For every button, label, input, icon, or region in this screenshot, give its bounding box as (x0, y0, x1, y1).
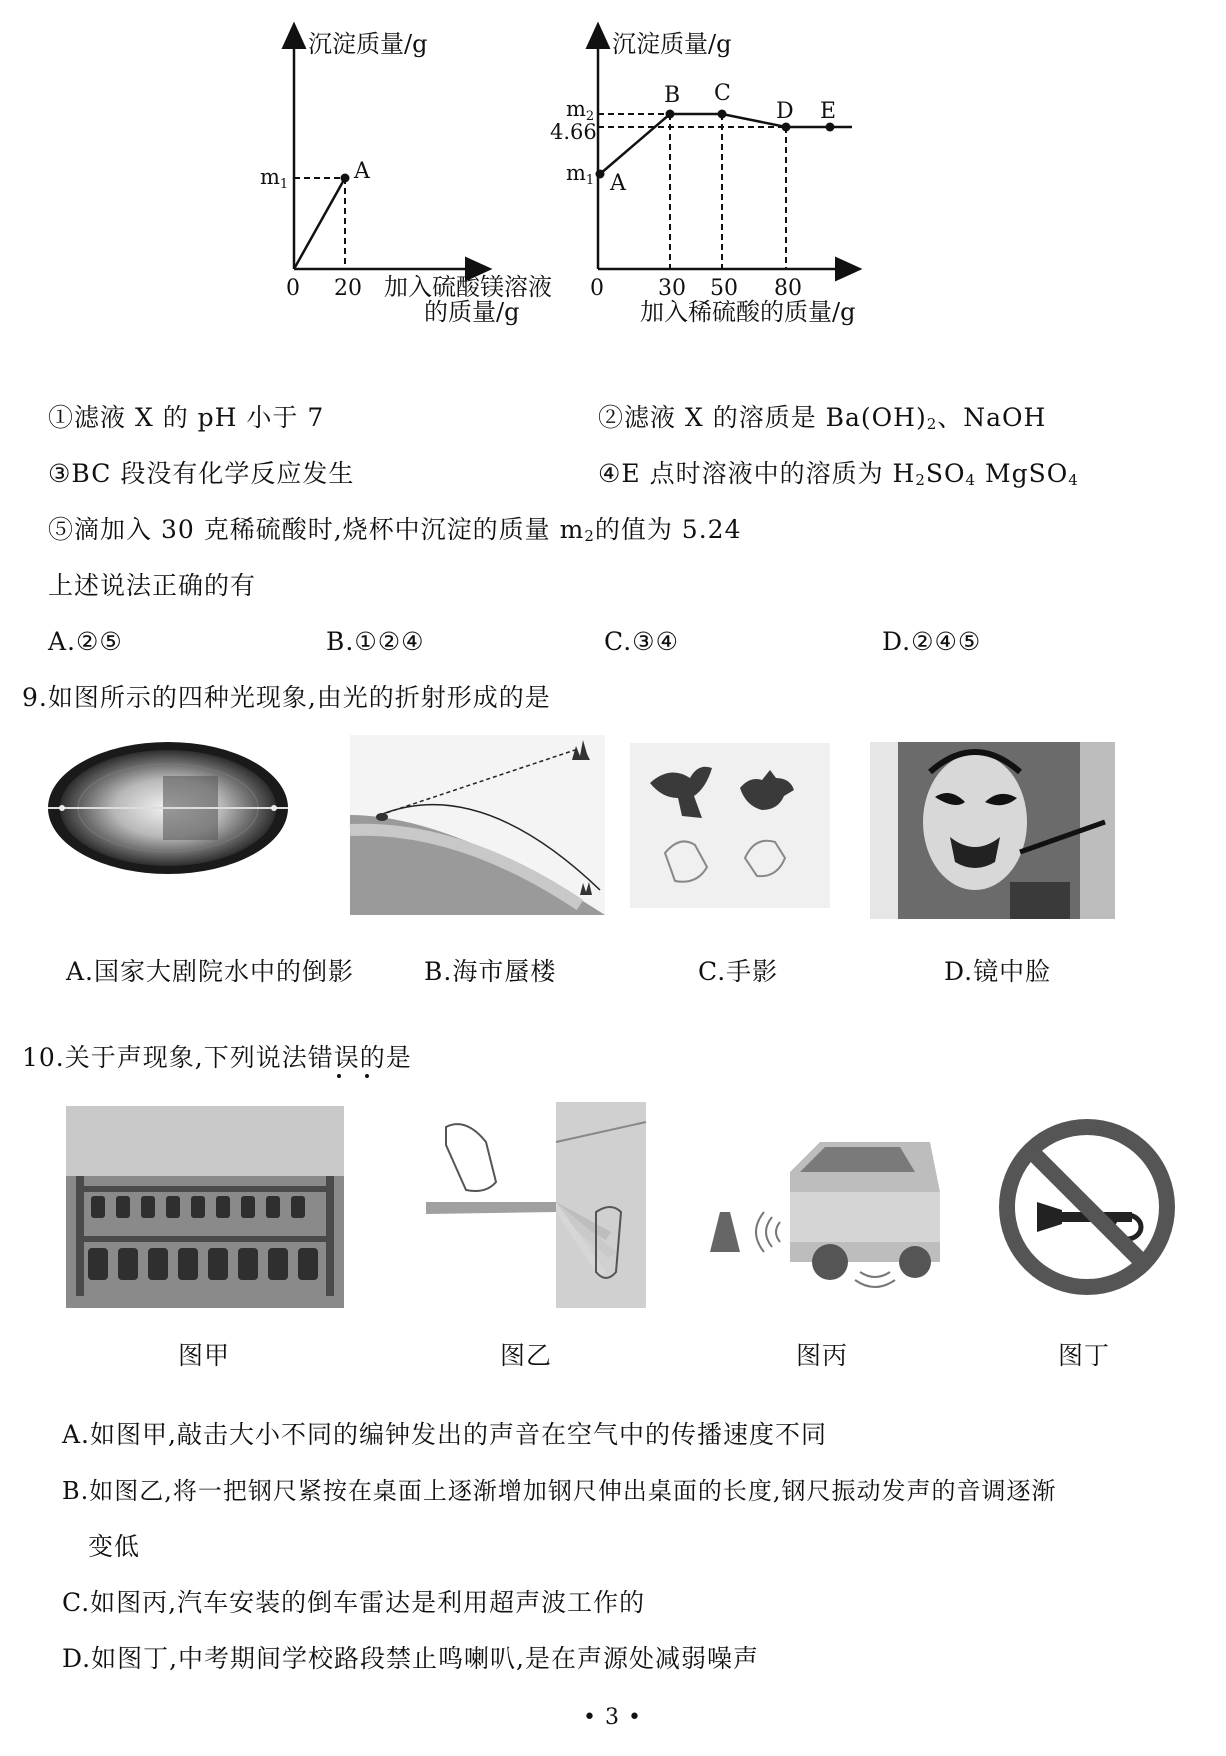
chart-right (550, 20, 880, 360)
q10-option-c: C.如图丙,汽车安装的倒车雷达是利用超声波工作的 (62, 1588, 646, 1617)
illustration-ruler-vibration (406, 1102, 646, 1308)
point-a (596, 170, 605, 179)
origin-label: 0 (286, 276, 300, 301)
option-b: B.①②④ (326, 627, 425, 656)
x-tick-50: 50 (710, 276, 738, 301)
statement-1: ①滤液 X 的 pH 小于 7 (48, 403, 325, 432)
x-tick-20: 20 (334, 276, 362, 301)
y-tick-m1: m1 (260, 165, 289, 192)
q9-caption-d: D.镜中脸 (944, 957, 1052, 986)
photo-theatre-reflection (48, 740, 288, 876)
emphasis-dot (337, 1074, 341, 1078)
question-10-stem: 10.关于声现象,下列说法错误的是 (22, 1043, 412, 1072)
statement-2: ②滤液 X 的溶质是 $Ba(OH)_2$、NaOH (598, 403, 1047, 433)
point-c-label: C (714, 81, 731, 106)
photo-painted-face-mirror (870, 742, 1115, 919)
q10-option-b-line1: B.如图乙,将一把钢尺紧按在桌面上逐渐增加钢尺伸出桌面的长度,钢尺振动发声的音调逐渐 (62, 1477, 1057, 1505)
figure-caption-yi: 图乙 (500, 1341, 553, 1370)
origin-label: 0 (590, 276, 604, 301)
data-line (600, 114, 852, 174)
figure-caption-jia: 图甲 (178, 1341, 231, 1370)
y-tick-m2: m2 (566, 97, 595, 124)
chart-left (260, 20, 580, 360)
question-9-stem: 9.如图所示的四种光现象,由光的折射形成的是 (22, 683, 551, 712)
q10-option-d: D.如图丁,中考期间学校路段禁止鸣喇叭,是在声源处减弱噪声 (62, 1644, 759, 1673)
y-tick-466: 4.66 (550, 120, 597, 144)
option-a: A.②⑤ (48, 627, 123, 656)
statement-3: ③BC 段没有化学反应发生 (48, 459, 355, 488)
y-axis-label: 沉淀质量/g (308, 30, 428, 58)
point-a (341, 174, 350, 183)
figure-caption-bing: 图丙 (796, 1341, 849, 1370)
no-honking-sign-icon (1002, 1112, 1172, 1302)
x-tick-80: 80 (774, 276, 802, 301)
point-d-label: D (776, 99, 794, 124)
question-8-prompt: 上述说法正确的有 (48, 571, 257, 600)
statement-5: ⑤滴加入 30 克稀硫酸时,烧杯中沉淀的质量 $m_2$的值为 5.24 (48, 515, 742, 545)
q10-option-b-line2: 变低 (88, 1532, 141, 1561)
point-a-label: A (354, 159, 370, 184)
x-axis-label: 加入稀硫酸的质量/g (640, 298, 856, 326)
page-number: • 3 • (583, 1705, 642, 1730)
q9-caption-b: B.海市蜃楼 (424, 957, 557, 986)
point-e-label: E (820, 99, 837, 124)
statement-4: ④E 点时溶液中的溶质为 $H_2SO_4$ MgSO$_4$ (598, 459, 1079, 489)
emphasis-dot (365, 1074, 369, 1078)
option-d: D.②④⑤ (882, 627, 982, 656)
illustration-mirage (350, 735, 605, 915)
q9-caption-c: C.手影 (698, 957, 779, 986)
q9-caption-a: A.国家大剧院水中的倒影 (66, 957, 355, 986)
photo-chime-bells (66, 1106, 344, 1308)
y-tick-m1: m1 (566, 161, 595, 188)
figure-caption-ding: 图丁 (1058, 1341, 1111, 1370)
point-b (666, 110, 675, 119)
q10-option-a: A.如图甲,敲击大小不同的编钟发出的声音在空气中的传播速度不同 (62, 1420, 827, 1449)
x-axis-label-2: 的质量/g (424, 298, 520, 326)
point-c (718, 110, 727, 119)
illustration-hand-shadow (630, 743, 830, 908)
point-b-label: B (664, 83, 681, 108)
option-c: C.③④ (604, 627, 680, 656)
y-axis-label: 沉淀质量/g (612, 30, 732, 58)
point-a-label: A (610, 171, 626, 196)
x-tick-30: 30 (658, 276, 686, 301)
data-line (294, 178, 345, 269)
x-axis-label-1: 加入硫酸镁溶液 (384, 273, 552, 301)
illustration-car-reverse-radar (700, 1132, 940, 1302)
